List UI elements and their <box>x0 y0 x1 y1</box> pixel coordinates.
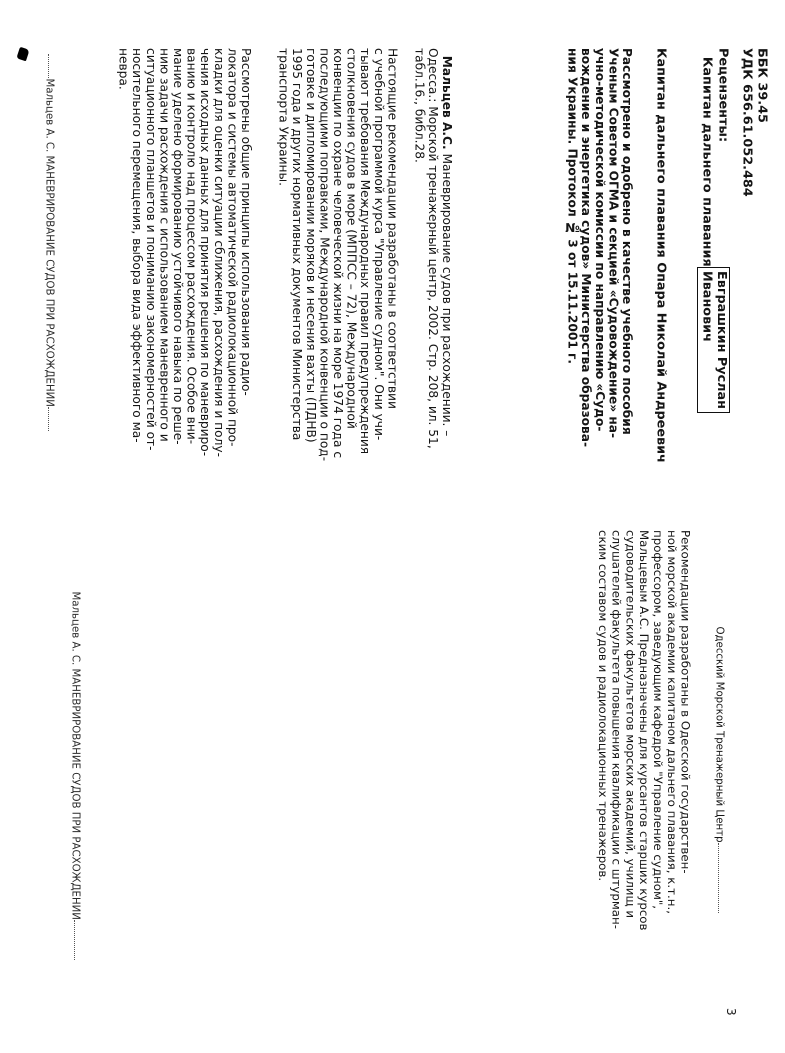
running-header-right-text: Одесский Морской Тренажерный Центр <box>713 626 725 843</box>
ink-blot-mark <box>16 47 29 62</box>
running-footer-left-dotted-line <box>48 54 49 78</box>
citation-entry <box>412 48 466 449</box>
running-header-right <box>712 620 739 913</box>
page-number: 3 <box>724 1008 738 1016</box>
bbk-index: ББК 39.45 <box>754 48 770 123</box>
running-footer-left-text: Мальцев А. С. МАНЕВРИРОВАНИЕ СУДОВ ПРИ РАСХОЖДЕНИИ <box>43 78 55 407</box>
running-footer-left-dotted-line-end <box>48 407 49 431</box>
reviewer-2-name-box: Евграшкин Руслан Иванович <box>697 267 730 413</box>
citation-text: Маневрирование судов при расхождении. – Одесса.: Морской тренажерный центр, 2002. Стр. 208, ил. 51, табл.16., библ.28. <box>412 48 454 449</box>
running-footer-right-dotted-line <box>74 920 75 960</box>
running-header-dotted-line <box>718 843 719 913</box>
udk-index: УДК 656.61.052.484 <box>739 48 755 197</box>
running-footer-right <box>68 585 95 960</box>
running-footer-left <box>42 48 69 431</box>
approval-paragraph: Рассмотрено и одобрено в качестве учебного пособия Ученым Советом ОГМА и секцией «Судовождение» на- учно-методической комиссии по направлению «Судо- вождение и энергетика судов» Министерства образова- ния Украины. Протокол № 3 от 15.11.2001 г. <box>565 48 634 448</box>
recommendation-paragraph: Рекомендации разработаны в Одесской государствен- ной морской академии капитаном дальнего плавания, к.т.н., профессором, заведующим кафедрой "Управление судном", Мальцевым А.С. Предназначены для курсантов старших курсов судоводительских факультетов морских академий, училищ и слушателей факультета повышения квалификации с штурман- ским составом судов и радиолокационных тренажеров. <box>595 530 693 931</box>
body-paragraph-1: Настоящие рекомендации разработаны в соответствии с учебной программой курса "Управление судном". Они учи- тывают требования Международных правил предупреждения столкновения судов в море (МППСС – 72), Международной конвенции по охране человеческой жизни на море 1974 года с последующими поправками, Международной конвенции о под- готовке и дипломировании моряков и несения вахты (ПДНВ) 1995 года и других нормативных документов Министерства транспорта Украины. <box>276 48 400 462</box>
reviewer-line-1: Капитан дальнего плавания Опара Николай Андреевич <box>653 48 669 463</box>
body-paragraph-2: Рассмотрены общие принципы использования радио- локатора и системы автоматической радиолокационной про- кладки для оценки ситуации сближения, расхождения и полу- чения исходных данных для принятия решения по маневриро- ванию и контролю над процессом расхождения. Особое вни- мание уделено формированию устойчивого навыка по реше- нию задачи расхождения с использованием маневренного и ситуационного планшетов и пониманию закономерностей от- носительного перемещения, выбора вида эффективного ма- невра. <box>116 48 253 457</box>
citation-author: Мальцев А.С. <box>439 55 454 150</box>
reviewers-label: Рецензенты: <box>715 48 731 143</box>
reviewer-2-prefix: Капитан дальнего плавания <box>699 56 715 267</box>
running-footer-right-text: Мальцев А. С. МАНЕВРИРОВАНИЕ СУДОВ ПРИ РАСХОЖДЕНИИ <box>69 591 81 920</box>
reviewer-line-2 <box>697 48 745 413</box>
